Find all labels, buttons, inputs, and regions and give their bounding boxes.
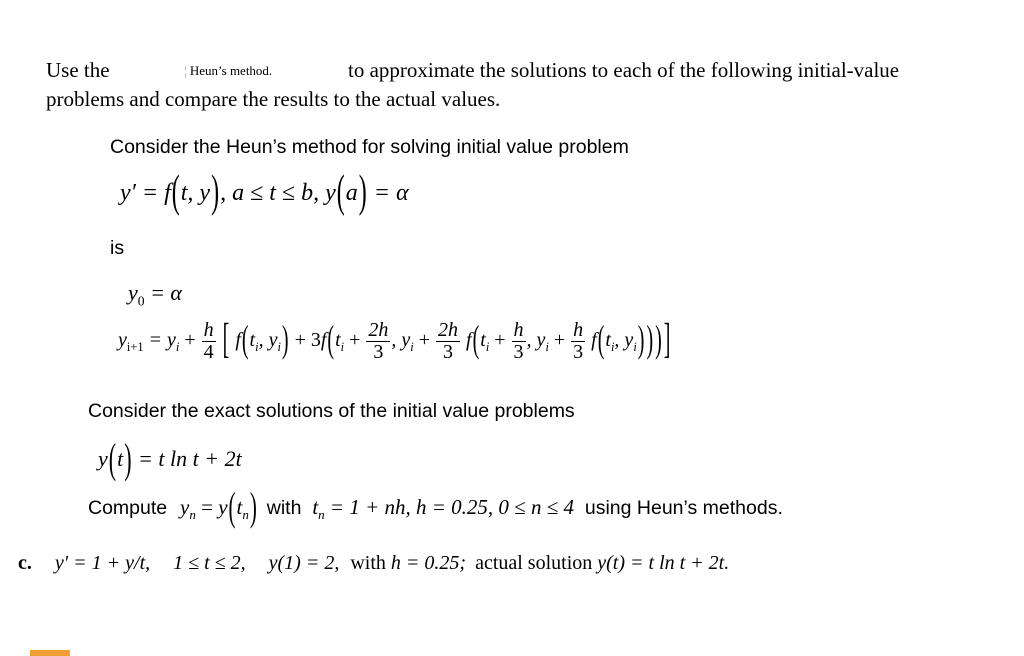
exact-y: y [98,446,108,471]
part-c-initial: y(1) = 2, [268,552,340,574]
exact-t: t [117,446,124,471]
part-c-with: with [350,552,386,574]
frac-h-over-4 [202,320,216,363]
compute-line: Compute $y_n = y(t_n)$ with $t_n = 1$ + nh, h = 0.25, 0 ≤ n ≤ 4 using Heun’s methods. [88,483,783,530]
frac-den: 3 [513,341,524,363]
frac-den: 4 [203,341,214,363]
part-c-solution: y(t) = t ln t + 2t. [597,552,730,574]
part-c-step: h = 0.25; [390,552,467,574]
compute-using: using Heun’s methods. [584,497,783,519]
part-c-interval: 1 ≤ t ≤ 2, [173,552,246,574]
exact-solution: y(t) = t ln t + 2t [98,434,242,482]
y0-rhs: = α [144,280,182,305]
ivp-a: a [345,180,358,206]
ivp-lhs: y′ = f [120,180,171,206]
part-c-label: c. [18,552,32,574]
y0-sub: 0 [137,293,145,309]
frac-den: 3 [443,341,454,363]
intro-use-the: Use the [46,58,110,82]
y0-equation [128,280,182,309]
ivp-args: t, y [180,180,211,206]
ivp-rhs: = α [367,180,409,206]
heun-formula: $y_{i+1} = y_i$ + $\frac{h}{4}$ [ $f(t_i$, $y_i) + 3f(t_i$ + $\frac{2h}{3}$ , $y_i$ + $\frac{2h}{3}$ $f(t_i$ + $\frac{h}{3}$ , $y_i$ + $\frac{h}{3}$ $f(t_i$, $y_i$) ) ) ] [118,316,671,364]
ivp-equation: y′ = f(t, y), a ≤ t ≤ b, y(a) = α [120,167,409,218]
frac-h-over-3-b [571,320,585,363]
accent-bar [30,650,70,656]
formula-eq: = y [143,329,176,352]
frac-num: 2h [368,319,389,341]
method-tag [184,63,272,79]
part-c-line [18,552,729,575]
part-c-ode: y′ = 1 + y/t, [54,552,151,574]
formula-lhs: y [118,329,127,352]
intro-approximate: to approximate the solutions to each of the following initial-value [348,58,900,82]
consider-exact-text: Consider the exact solutions of the initial value problems [88,400,575,422]
frac-den: 3 [573,341,584,363]
frac-num: h [513,319,524,341]
method-tag-text: Heun’s method. [189,63,273,78]
frac-num: 2h [438,319,459,341]
is-label: is [110,237,125,259]
tag-marker: ¦ [184,63,187,78]
compute-with: with [266,497,302,519]
compute-range: = 1 + nh, h = 0.25, 0 ≤ n ≤ 4 [329,495,574,519]
formula-lhs-sub: i+1 [126,340,144,355]
frac-den: 3 [373,341,384,363]
y0-y: y [128,280,138,305]
intro-line-2: problems and compare the results to the actual values. [46,87,501,111]
frac-2h-over-3-b [436,320,460,363]
consider-heun-text: Consider the Heun’s method for solving initial value problem [110,136,629,158]
frac-h-over-3-a [512,320,526,363]
compute-label: Compute [88,497,168,519]
frac-num: h [573,319,584,341]
ivp-mid: , a ≤ t ≤ b, y [220,180,336,206]
part-c-actual-label: actual solution [475,552,593,574]
exact-rhs: = t ln t + 2t [132,446,242,471]
frac-num: h [203,319,214,341]
frac-2h-over-3-a [366,320,390,363]
